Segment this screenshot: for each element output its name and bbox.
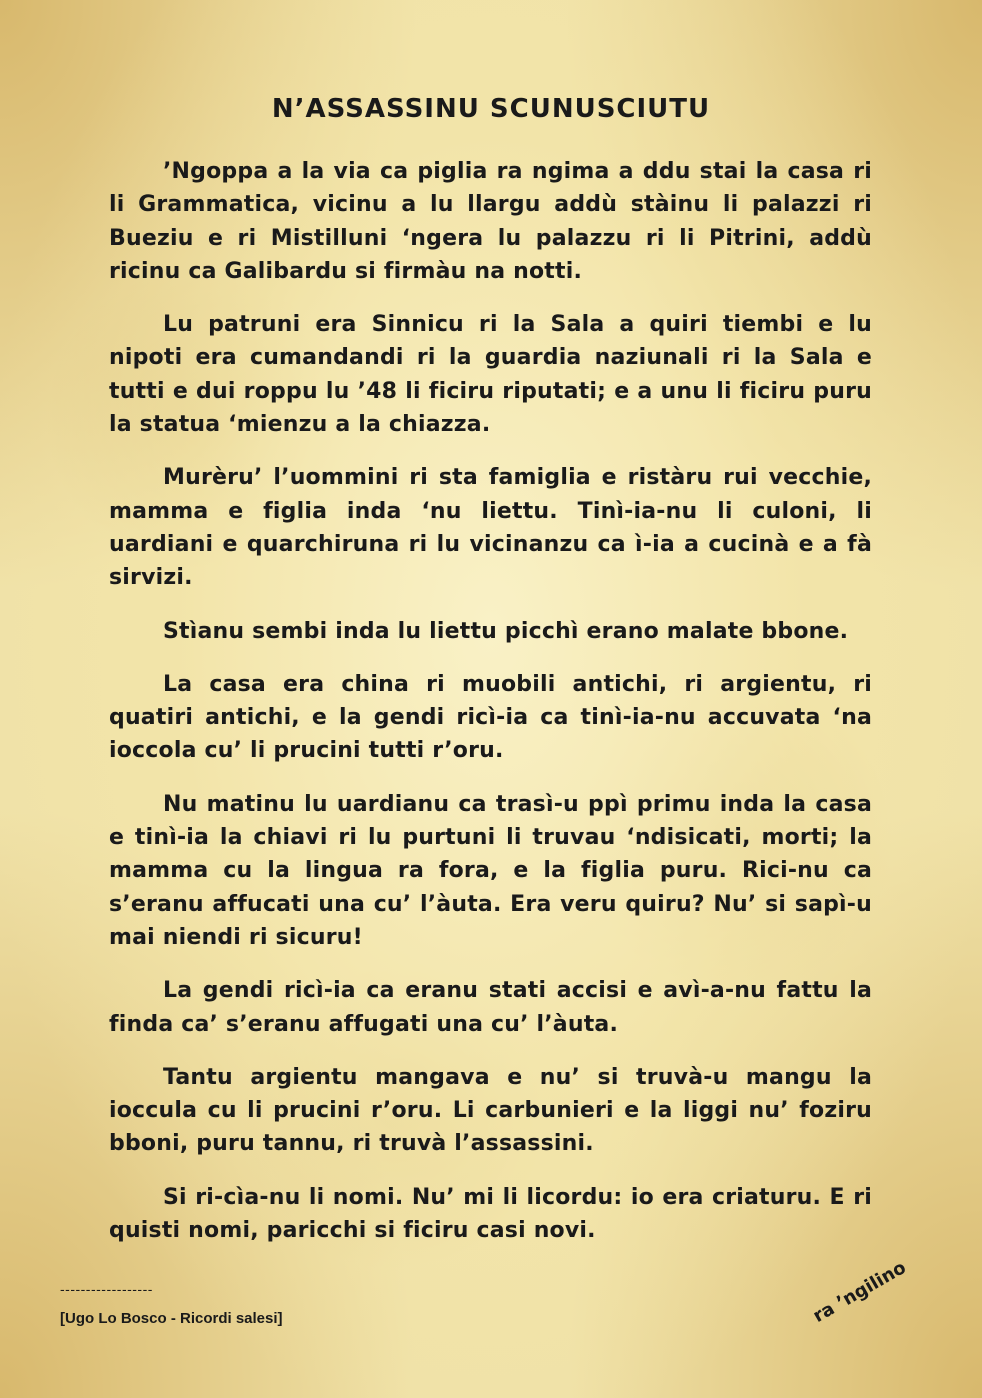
paragraph: Si ri-cìa-nu li nomi. Nu’ mi li licordu: io era criaturu. E ri quisti nomi, paricchi si ficiru casi novi. [109,1184,872,1244]
paragraph: Stìanu sembi inda lu liettu picchì erano malate bbone. [163,618,849,644]
story-text [109,155,872,1267]
page-title: N’ASSASSINU SCUNUSCIUTU [271,94,711,124]
source-citation: [Ugo Lo Bosco - Ricordi salesi] [60,1310,283,1327]
separator-line: ------------------ [60,1281,153,1297]
paragraph: Tantu argientu mangava e nu’ si truvà-u mangu la ioccula cu li prucini r’oru. Li carbunieri e la liggi nu’ foziru bboni, puru tannu, ri truvà l’assassini. [109,1064,872,1157]
paragraph: Murèru’ l’uommini ri sta famiglia e ristàru rui vecchie, mamma e figlia inda ‘nu liettu. Tinì-ia-nu li culoni, li uardiani e quarchiruna ri lu vicinanzu ca ì-ia a cucinà e a fà sirvizi. [109,465,872,591]
paragraph: Nu matinu lu uardianu ca trasì-u ppì primu inda la casa e tinì-ia la chiavi ri lu purtuni li truvau ‘ndisicati, morti; la mamma cu la lingua ra fora, e la figlia puru. Rici-nu ca s’eranu affucati una cu’ l’àuta. Era veru quiru? Nu’ si sapì-u mai niendi ri sicuru! [109,791,872,950]
paragraph: La casa era china ri muobili antichi, ri argientu, ri quatiri antichi, e la gendi ricì-ia ca tinì-ia-nu accuvata ‘na ioccola cu’ li prucini tutti r’oru. [109,671,872,764]
paragraph: ’Ngoppa a la via ca piglia ra ngima a ddu stai la casa ri li Grammatica, vicinu a lu llargu addù stàinu li palazzi ri Bueziu e ri Mistilluni ‘ngera lu palazzu ri li Pitrini, addù ricinu ca Galibardu si firmàu na notti. [109,159,872,284]
paragraph: Lu patruni era Sinnicu ri la Sala a quiri tiembi e lu nipoti era cumandandi ri la guardia naziunali ri la Sala e tutti e dui roppu lu ’48 li ficiru riputati; e a unu li ficiru puru la statua ‘mienzu a la chiazza. [109,312,872,438]
paragraph: La gendi ricì-ia ca eranu stati accisi e avì-a-nu fattu la finda ca’ s’eranu affugati una cu’ l’àuta. [109,978,872,1037]
author-signature: ra ’ngilino [809,1257,910,1327]
